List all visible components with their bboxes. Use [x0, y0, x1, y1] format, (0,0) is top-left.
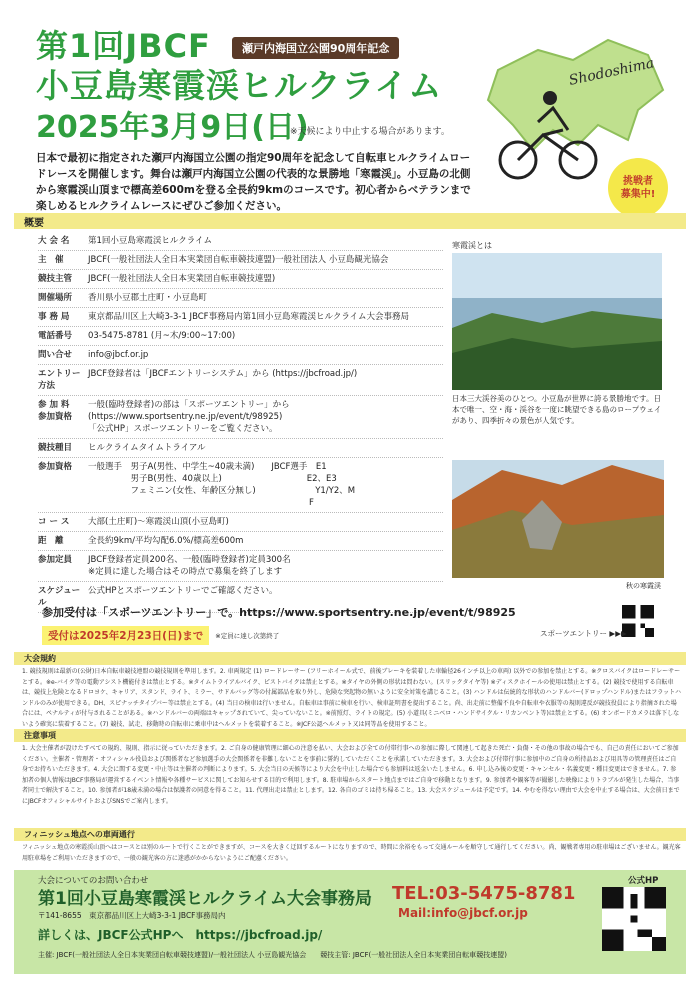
- overview-row: [38, 532, 443, 551]
- autumn-kankakei-photo: [452, 460, 664, 578]
- sponsors-text: 主催: JBCF(一般社団法人全日本実業団自転車競技連盟)/一般社団法人 小豆島観光協会 競技主管: JBCF(一般社団法人全日本実業団自転車競技連盟): [38, 951, 507, 959]
- overview-key: スケジュール: [38, 586, 81, 608]
- contact-label: 大会についてのお問い合わせ: [38, 876, 149, 886]
- overview-table: [38, 232, 443, 613]
- kankakei-sea-view-photo: [452, 253, 662, 390]
- overview-row: [38, 346, 443, 365]
- overview-row: [38, 327, 443, 346]
- autumn-caption: 秋の寒霞渓: [626, 582, 661, 590]
- overview-value: 第1回小豆島寒霞渓ヒルクライム: [88, 236, 212, 246]
- entry-line: 参加受付は「スポーツエントリー」で。https://www.sportsentry.ne.jp/event/t/98925: [42, 606, 516, 619]
- rain-note: ※天候により中止する場合があります。: [290, 127, 450, 137]
- overview-value: 大部(土庄町)～寒霞渓山頂(小豆島町): [88, 517, 229, 527]
- intro-text: 日本で最初に指定された瀬戸内海国立公園の指定90周年を記念して自転車ヒルクライムロードレースを開催します。舞台は瀬戸内海国立公園の代表的な景勝地「寒霞渓」。小豆島の北側から寒霞渓山頂まで標高差600mを登る全長約9kmのコースです。初心者からベテランまで楽しめるヒルクライムレースにぜひご参加ください。: [36, 152, 471, 212]
- overview-row: [38, 308, 443, 327]
- overview-row: [38, 289, 443, 308]
- overview-row: [38, 551, 443, 582]
- overview-value: 香川県小豆郡土庄町・小豆島町: [88, 293, 208, 303]
- overview-key: 参加資格: [38, 462, 73, 472]
- notes-text: 1. 大会主催者が設けたすべての規約、規則、指示に従っていただきます。2. ご自身の健康管理に細心の注意を払い、大会および全ての付帯行事への参加に際して関連して起きた死亡・負傷・その他の事故の場合でも、自己の責任においてご参加ください。主催者・管理者・オフィシャル役員および関係者など参加選手の大会関係者を非難しないことを事前に誓約していただくことを承諾していただきます。3. 大会および付帯行事に参加中のご自身の所持品および用具等の管理責任はご自身でお持ちいただきます。4. 大会に関する変更・中止等は主催者の判断によります。5. 大会当日の天候等により大会を中止した場合でも参加料は返金いたしません。6. 申し込み後の変更・キャンセル・名義変更・種目変更はできません。7. 参加者の個人情報はJBCF事務局が運営するイベント情報や各種サービスに関してお知らせする目的で利用します。8. 駐車場からスタート地点まではご自身で移動となります。9. 参加者や観客等が撮影した映像によりトラブルが発生した場合、当事者同士で解決すること。10. 参加者が18歳未満の場合は保護者の同意を得ること。11. 代理出走は禁止とします。12. 各自のゴミは持ち帰ること。13. 大会スケジュールは予定です。14. やむを得ない理由で大会を中止する場合は、大会前日までにJBCFオフィシャルサイトおよびSNSでご案内します。: [22, 745, 680, 805]
- overview-key: 開催場所: [38, 293, 73, 303]
- map-label: Shodoshima: [567, 55, 656, 89]
- event-edition-title: 第1回JBCF: [36, 27, 211, 65]
- overview-value: 公式HPとスポーツエントリーでご確認ください。: [88, 586, 278, 596]
- overview-key: 事 務 局: [38, 312, 70, 322]
- overview-key: 競技種目: [38, 443, 73, 453]
- overview-value: 一般(臨時登録者)の部は「スポーツエントリー」から (https://www.sportsentry.ne.jp/event/t/98925) 「公式HP」スポーツエントリーをご覧ください。: [88, 400, 290, 434]
- overview-key: 距 離: [38, 536, 64, 546]
- overview-value: JBCF(一般社団法人全日本実業団自転車競技連盟)一般社団法人 小豆島観光協会: [88, 255, 389, 265]
- overview-key: 電話番号: [38, 331, 73, 341]
- rules-text: 1. 競技規則は最新の(公財)日本自転車競技連盟の競技規則を準用します。2. 車両規定 (1) ロードレーサー (フリーホイール式で、前後ブレーキを装着した車輪径26インチ以上の車両) 以外での参加を禁止とする。※クロスバイクはロードレーサーとする。※e-バイク等の電動アシスト機能付きは禁止とする。※タイムトライアルバイク、ピストバイクは禁止とする。※タイヤの外側の形状は問わない。(スリックタイヤ等) ※ディスクホイールの使用は禁止とする。(2) 競技で使用する自転車は、競技上危険となるドロヨケ、キャリア、スタンド、ライト、ミラー、サドルバッグ等の付属部品を取り外し、危険な突起物の無いように安全対策を講じること。(3) ハンドルは伝統的な形状のハンドルバー(ドロップハンドル)またはフラットハンドルのみが使用できる。DH、スピナッチタイプバー等は禁止とする。(4) 当日の検車は行いません。自転車は事前に検車を行い、検車証明書を提出すること。尚、出走前に整備不良や自転車や衣服等の規則違反が競技役員により指摘された場合には、ペナルティが付与されることがある。※ハンドルバーの両端はキャップされていて、尖っていないこと。※前照灯、ライトの規定。(5) 小道具(ミニベロ・ハンドサイクル・リカンベント等)は禁止とする。(6) オンボードカメラは落下しないよう確実に装着すること。(7) 競技、試走、移動時の自転車に乗車中はヘルメットを装着すること。※JCF公認ヘルメット又は同等品を使用すること。: [22, 668, 682, 728]
- overview-value: JBCF登録者は「JBCFエントリーシステム」から (https://jbcfroad.jp/): [88, 369, 358, 379]
- kankakei-label: 寒霞渓とは: [452, 241, 492, 250]
- overview-row: [38, 270, 443, 289]
- overview-key: 参 加 料 参加資格: [38, 400, 73, 422]
- overview-row: [38, 458, 443, 513]
- kankakei-caption: 日本三大渓谷美のひとつ。小豆島が世界に誇る景勝地です。日本で唯一、空・海・渓谷を一度に眺望できる島のロープウェイがあり、四季折々の景色が人気です。: [452, 394, 662, 425]
- overview-row: [38, 439, 443, 458]
- overview-key: 競技主管: [38, 274, 73, 284]
- overview-value: info@jbcf.or.jp: [88, 350, 149, 360]
- official-site-link[interactable]: 詳しくは、JBCF公式HPへ https://jbcfroad.jp/: [38, 928, 323, 942]
- overview-key: 問い合せ: [38, 350, 73, 360]
- overview-key: 大 会 名: [38, 236, 70, 246]
- overview-key: 主 催: [38, 255, 64, 265]
- official-hp-qr-code[interactable]: [602, 887, 666, 951]
- overview-value: JBCF登録者定員200名、一般(臨時登録者)定員300名 ※定員に達した場合はその時点で募集を終了します: [88, 555, 291, 577]
- notes-section-bar: 注意事項: [14, 729, 686, 742]
- overview-row: [38, 513, 443, 532]
- email-address[interactable]: Mail:info@jbcf.or.jp: [398, 906, 528, 920]
- deadline-text: 受付は2025年2月23日(日)まで: [42, 626, 209, 645]
- finish-access-text: フィニッシュ地点の寒霞渓山頂へはコースとは別のルートで行くことができますが、コースを大きく迂回するルートになりますので、時間に余裕をもって交通ルールを順守して通行してください。尚、観戦者専用の駐車場はございません。観光客用駐車場をご利用いただきますので、一般の観光客の方に迷惑がかからないようにご配慮ください。: [22, 844, 681, 862]
- overview-section-bar: [14, 213, 686, 229]
- official-hp-label: 公式HP: [628, 876, 659, 886]
- overview-value: 03-5475-8781 (月~木/9:00~17:00): [88, 331, 236, 341]
- overview-row: [38, 396, 443, 439]
- phone-number[interactable]: TEL:03-5475-8781: [392, 883, 576, 904]
- overview-value: ヒルクライムタイムトライアル: [88, 443, 206, 453]
- overview-key: エントリー方法: [38, 369, 81, 391]
- overview-row: [38, 365, 443, 396]
- event-title: 小豆島寒霞渓ヒルクライム: [36, 66, 443, 105]
- anniversary-badge: 瀬戸内海国立公園90周年記念: [232, 37, 399, 59]
- overview-value: JBCF(一般社団法人全日本実業団自転車競技連盟): [88, 274, 276, 284]
- overview-title: 概要: [24, 218, 44, 229]
- overview-key: コ ー ス: [38, 517, 70, 527]
- overview-value: 全長約9km/平均勾配6.0%/標高差600m: [88, 536, 244, 546]
- overview-value: 一般選手 男子A(男性、中学生~40歳未満) JBCF選手 E1 男子B(男性、40歳以上) E2、E3 フェミニン(女性、年齢区分無し) Y1/Y2、M F: [88, 462, 356, 508]
- deadline-note: ※定員に達し次第終了: [215, 632, 280, 640]
- office-name: 第1回小豆島寒霞渓ヒルクライム大会事務局: [38, 889, 372, 909]
- rules-section-bar: 大会規約: [14, 652, 686, 665]
- office-address: 〒141-8655 東京都品川区上大崎3-3-1 JBCF事務局内: [38, 911, 226, 920]
- finish-access-section-bar: フィニッシュ地点への車両通行: [14, 828, 686, 841]
- challenger-wanted-badge: 挑戦者 募集中!: [608, 158, 668, 218]
- overview-row: [38, 251, 443, 270]
- overview-row: [38, 232, 443, 251]
- event-date: 2025年3月9日(日): [36, 110, 309, 145]
- sportsentry-label: スポーツエントリー ▶▶▶: [540, 629, 627, 638]
- overview-key: 参加定員: [38, 555, 73, 565]
- overview-value: 東京都品川区上大崎3-3-1 JBCF事務局内第1回小豆島寒霞渓ヒルクライム大会事務局: [88, 312, 410, 322]
